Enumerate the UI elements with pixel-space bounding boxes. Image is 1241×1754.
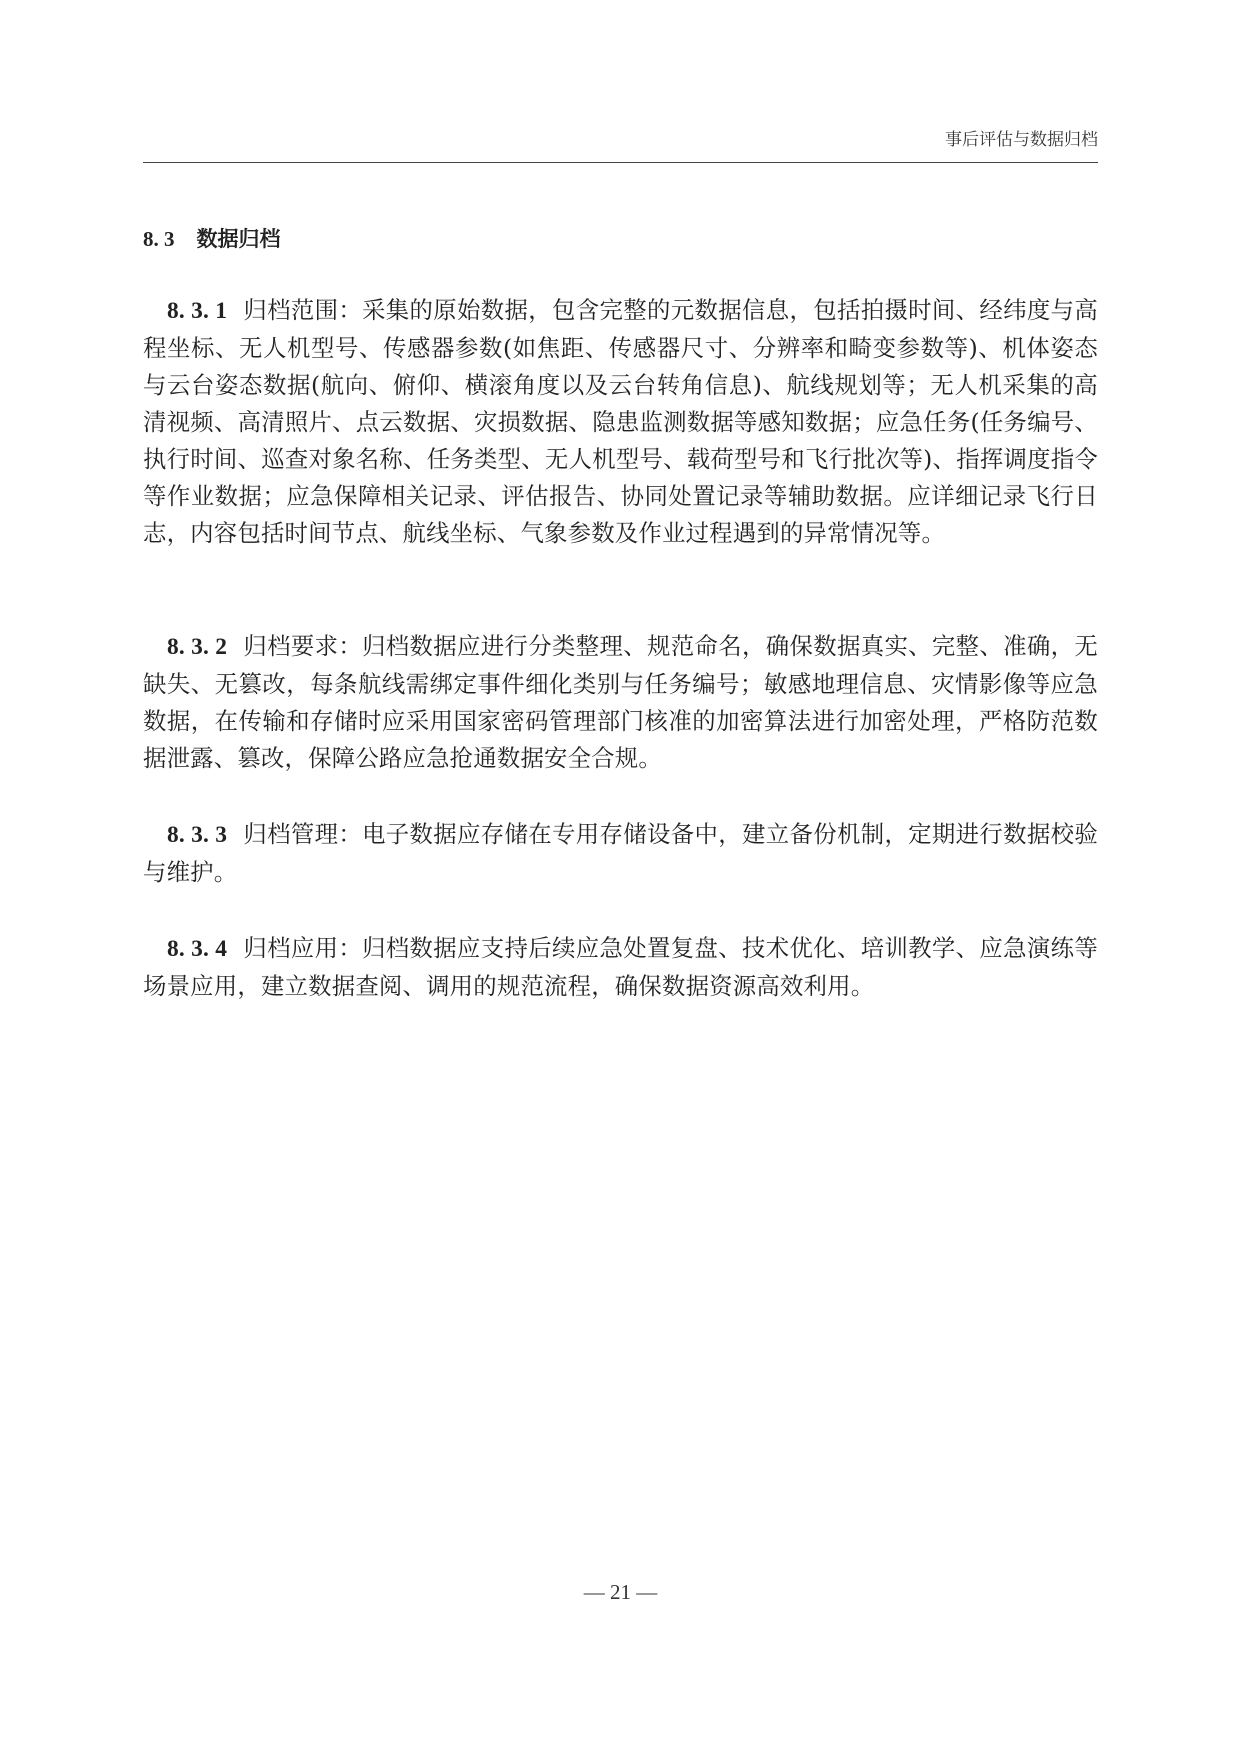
clause-number: 8. 3. 1	[167, 298, 228, 324]
clause-text: 归档范围：采集的原始数据，包含完整的元数据信息，包括拍摄时间、经纬度与高程坐标、无人机型号、传感器参数(如焦距、传感器尺寸、分辨率和畸变参数等)、机体姿态与云台姿态数据(航向、俯仰、横滚角度以及云台转角信息)、航线规划等；无人机采集的高清视频、高清照片、点云数据、灾损数据、隐患监测数据等感知数据；应急任务(任务编号、执行时间、巡查对象名称、任务类型、无人机型号、载荷型号和飞行批次等)、指挥调度指令等作业数据；应急保障相关记录、评估报告、协同处置记录等辅助数据。应详细记录飞行日志，内容包括时间节点、航线坐标、气象参数及作业过程遇到的异常情况等。	[143, 296, 1098, 547]
clause-8-3-2	[143, 628, 1098, 777]
page-number: — 21 —	[583, 1580, 658, 1604]
clause-text: 归档应用：归档数据应支持后续应急处置复盘、技术优化、培训教学、应急演练等场景应用，建立数据查阅、调用的规范流程，确保数据资源高效利用。	[143, 934, 1098, 1000]
clause-number: 8. 3. 4	[167, 936, 228, 962]
clause-8-3-1	[143, 292, 1098, 552]
clause-number: 8. 3. 2	[167, 634, 228, 660]
clause-8-3-4	[143, 930, 1098, 1005]
section-heading	[143, 224, 281, 254]
section-number: 8. 3	[143, 227, 175, 251]
section-title: 数据归档	[196, 227, 281, 251]
running-header: 事后评估与数据归档	[945, 130, 1098, 150]
clause-text: 归档管理：电子数据应存储在专用存储设备中，建立备份机制，定期进行数据校验与维护。	[143, 820, 1098, 886]
header-rule	[143, 162, 1098, 163]
clause-number: 8. 3. 3	[167, 822, 228, 848]
clause-text: 归档要求：归档数据应进行分类整理、规范命名，确保数据真实、完整、准确，无缺失、无篡改，每条航线需绑定事件细化类别与任务编号；敏感地理信息、灾情影像等应急数据，在传输和存储时应采用国家密码管理部门核准的加密算法进行加密处理，严格防范数据泄露、篡改，保障公路应急抢通数据安全合规。	[143, 632, 1098, 772]
clause-8-3-3	[143, 816, 1098, 891]
